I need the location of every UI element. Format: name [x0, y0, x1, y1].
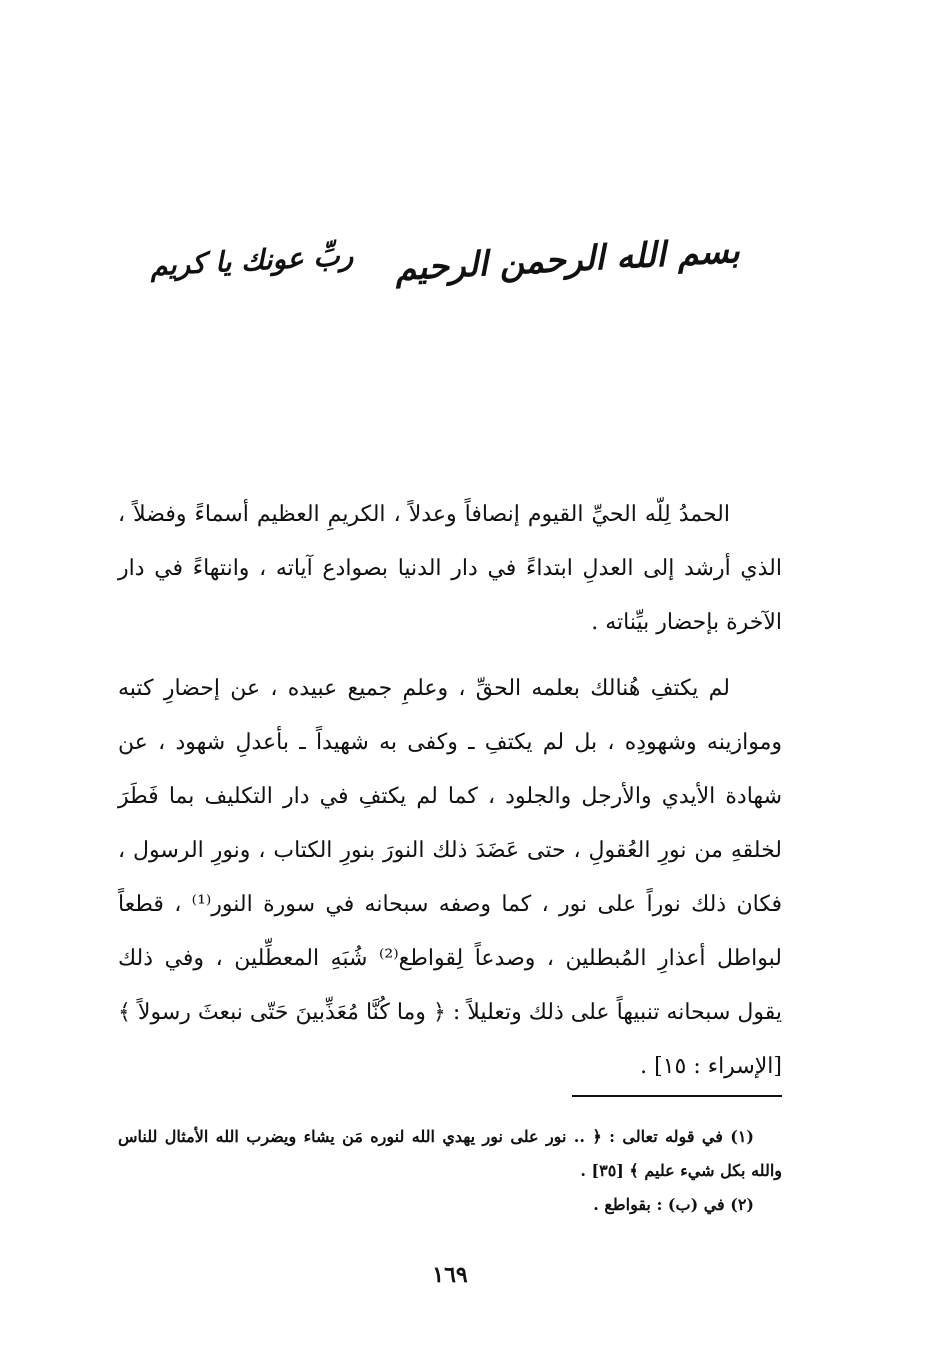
invocation-calligraphy: ربِّ عونك يا كريم	[149, 238, 354, 283]
main-text	[118, 488, 782, 1094]
footnote-1: (١) في قوله تعالى : ﴿ .. نور على نور يهدي الله لنوره مَن يشاء ويضرب الله الأمثال للناس والله بكل شيء عليم ﴾ [٣٥] .	[118, 1127, 782, 1180]
footnote-separator	[572, 1095, 782, 1097]
footnote-2: (٢) في (ب) : بقواطع .	[593, 1195, 754, 1214]
paragraph-1: الحمدُ لِلّه الحيِّ القيوم إنصافاً وعدلاً ، الكريمِ العظيم أسماءً وفضلاً ، الذي أرشد إلى العدلِ ابتداءً في دار الدنيا بصوادع آياته ، وانتهاءً في دار الآخرة بإحضار بيِّناته .	[118, 502, 782, 635]
paragraph-2: لم يكتفِ هُنالك بعلمه الحقِّ ، وعلمِ جميع عبيده ، عن إحضارِ كتبه وموازينه وشهودِه ، بل لم يكتفِ ـ وكفى به شهيداً ـ بأعدلِ شهود ، عن شهادة الأيدي والأرجل والجلود ، كما لم يكتفِ في دار التكليف بما فَطَرَ لخلقهِ من نورِ العُقولِ ، حتى عَضَدَ ذلك النورَ بنورِ الكتاب ، ونورِ الرسول ، فكان ذلك نوراً على نور ، كما وصفه سبحانه في سورة النور⁽¹⁾ ، قطعاً لبواطل أعذارِ المُبطلين ، وصدعاً لِقواطع⁽²⁾ شُبَهِ المعطِّلين ، وفي ذلك يقول سبحانه تنبيهاً على ذلك وتعليلاً : ﴿ وما كُنَّا مُعَذِّبينَ حَتّى نبعثَ رسولاً ﴾ [الإسراء : ١٥] .	[118, 676, 783, 1079]
page-header	[140, 231, 741, 310]
basmala-calligraphy: بسم الله الرحمن الرحيم	[394, 231, 741, 289]
page-number: ١٦٩	[432, 1262, 468, 1288]
footnotes	[118, 1120, 782, 1222]
